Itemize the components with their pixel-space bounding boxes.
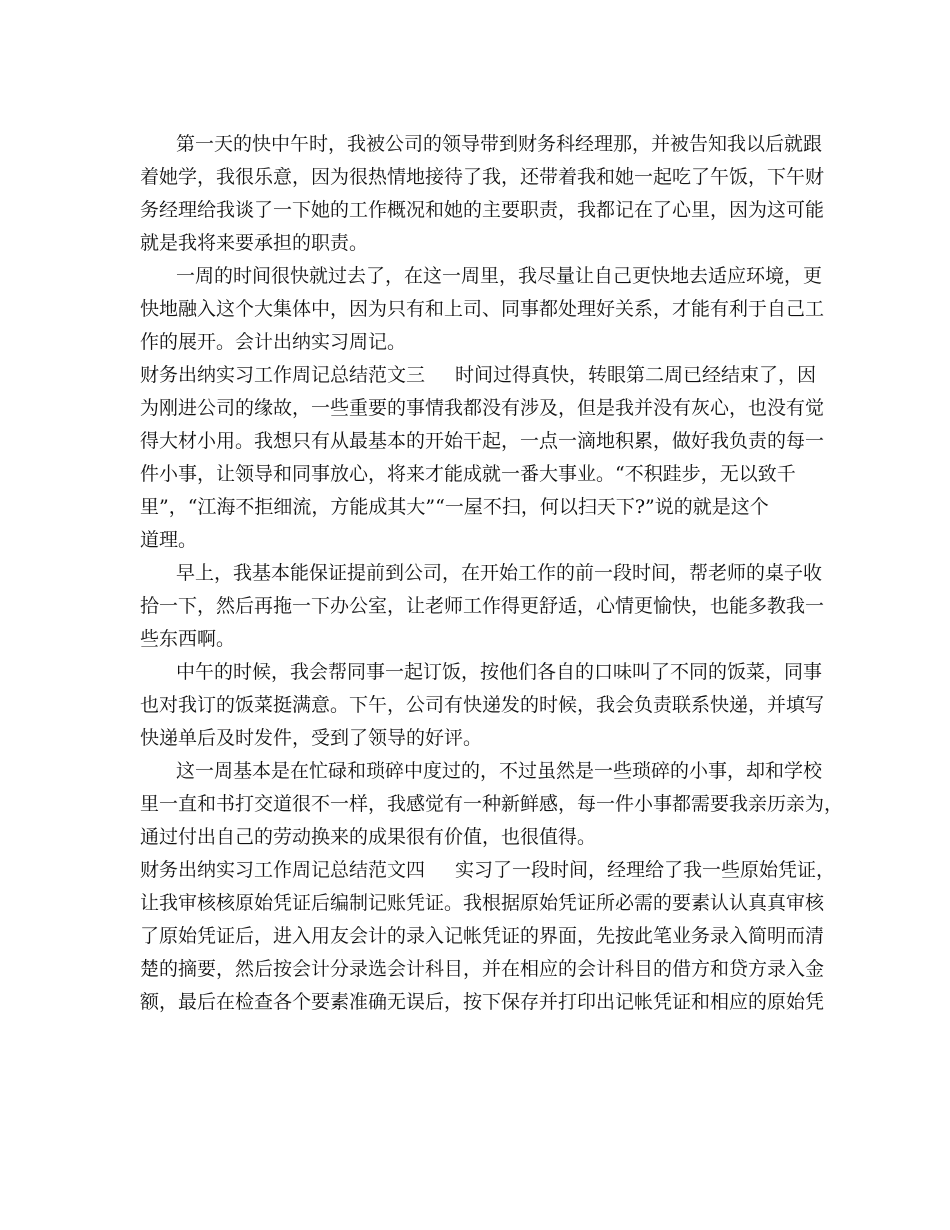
- paragraph-line: 道理。: [140, 529, 198, 551]
- paragraph-line: 为刚进公司的缘故，一些重要的事情我都没有涉及，但是我并没有灰心，也没有觉: [140, 397, 825, 419]
- paragraph-text: 实习了一段时间，经理给了我一些原始凭证，: [455, 859, 836, 881]
- paragraph-line: 着她学，我很乐意，因为很热情地接待了我，还带着我和她一起吃了午饭，下午财: [140, 166, 825, 188]
- paragraph-line: 就是我将来要承担的职责。: [140, 232, 369, 254]
- paragraph-line: 早上，我基本能保证提前到公司，在开始工作的前一段时间，帮老师的桌子收: [176, 562, 823, 584]
- paragraph-line: 务经理给我谈了一下她的工作概况和她的主要职责，我都记在了心里，因为这可能: [140, 199, 825, 221]
- paragraph-line: 得大材小用。我想只有从最基本的开始干起，一点一滴地积累，做好我负责的每一: [140, 430, 825, 452]
- paragraph-line: 快地融入这个大集体中，因为只有和上司、同事都处理好关系，才能有利于自己工: [140, 298, 825, 320]
- paragraph-line: 一周的时间很快就过去了，在这一周里，我尽量让自己更快地去适应环境，更: [176, 265, 823, 287]
- paragraph-line: 第一天的快中午时，我被公司的领导带到财务科经理那，并被告知我以后就跟: [176, 133, 823, 155]
- paragraph-line: 额，最后在检查各个要素准确无误后，按下保存并打印出记帐凭证和相应的原始凭: [140, 991, 825, 1013]
- paragraph-line: 里一直和书打交道很不一样，我感觉有一种新鲜感，每一件小事都需要我亲历亲为，: [140, 793, 844, 815]
- paragraph-line: 通过付出自己的劳动换来的成果很有价值，也很值得。: [140, 826, 597, 848]
- paragraph-line: 拾一下，然后再拖一下办公室，让老师工作得更舒适，心情更愉快，也能多教我一: [140, 595, 825, 617]
- paragraph-line: 让我审核核原始凭证后编制记账凭证。我根据原始凭证所必需的要素认认真真审核: [140, 892, 825, 914]
- section-heading-line: [140, 359, 820, 392]
- section-heading-line: [140, 854, 836, 887]
- paragraph-line: 这一周基本是在忙碌和琐碎中度过的，不过虽然是一些琐碎的小事，却和学校: [176, 760, 823, 782]
- paragraph-line: 楚的摘要，然后按会计分录选会计科目，并在相应的会计科目的借方和贷方录入金: [140, 958, 825, 980]
- paragraph-line: 也对我订的饭菜挺满意。下午，公司有快递发的时候，我会负责联系快递，并填写: [140, 694, 825, 716]
- section-heading: 财务出纳实习工作周记总结范文三: [140, 364, 426, 386]
- paragraph-text: 时间过得真快，转眼第二周已经结束了，因: [455, 364, 817, 386]
- paragraph-line: 些东西啊。: [140, 628, 236, 650]
- paragraph-line: 作的展开。会计出纳实习周记。: [140, 331, 407, 353]
- paragraph-line: 里”，“江海不拒细流，方能成其大”“一屋不扫，何以扫天下?”说的就是这个: [140, 496, 769, 518]
- paragraph-line: 中午的时候，我会帮同事一起订饭，按他们各自的口味叫了不同的饭菜，同事: [176, 661, 823, 683]
- document-body: [140, 128, 844, 1019]
- section-heading: 财务出纳实习工作周记总结范文四: [140, 859, 426, 881]
- paragraph-line: 了原始凭证后，进入用友会计的录入记帐凭证的界面，先按此笔业务录入简明而清: [140, 925, 825, 947]
- paragraph-line: 快递单后及时发件，受到了领导的好评。: [140, 727, 483, 749]
- paragraph-line: 件小事，让领导和同事放心，将来才能成就一番大事业。“不积跬步，无以致千: [140, 463, 796, 485]
